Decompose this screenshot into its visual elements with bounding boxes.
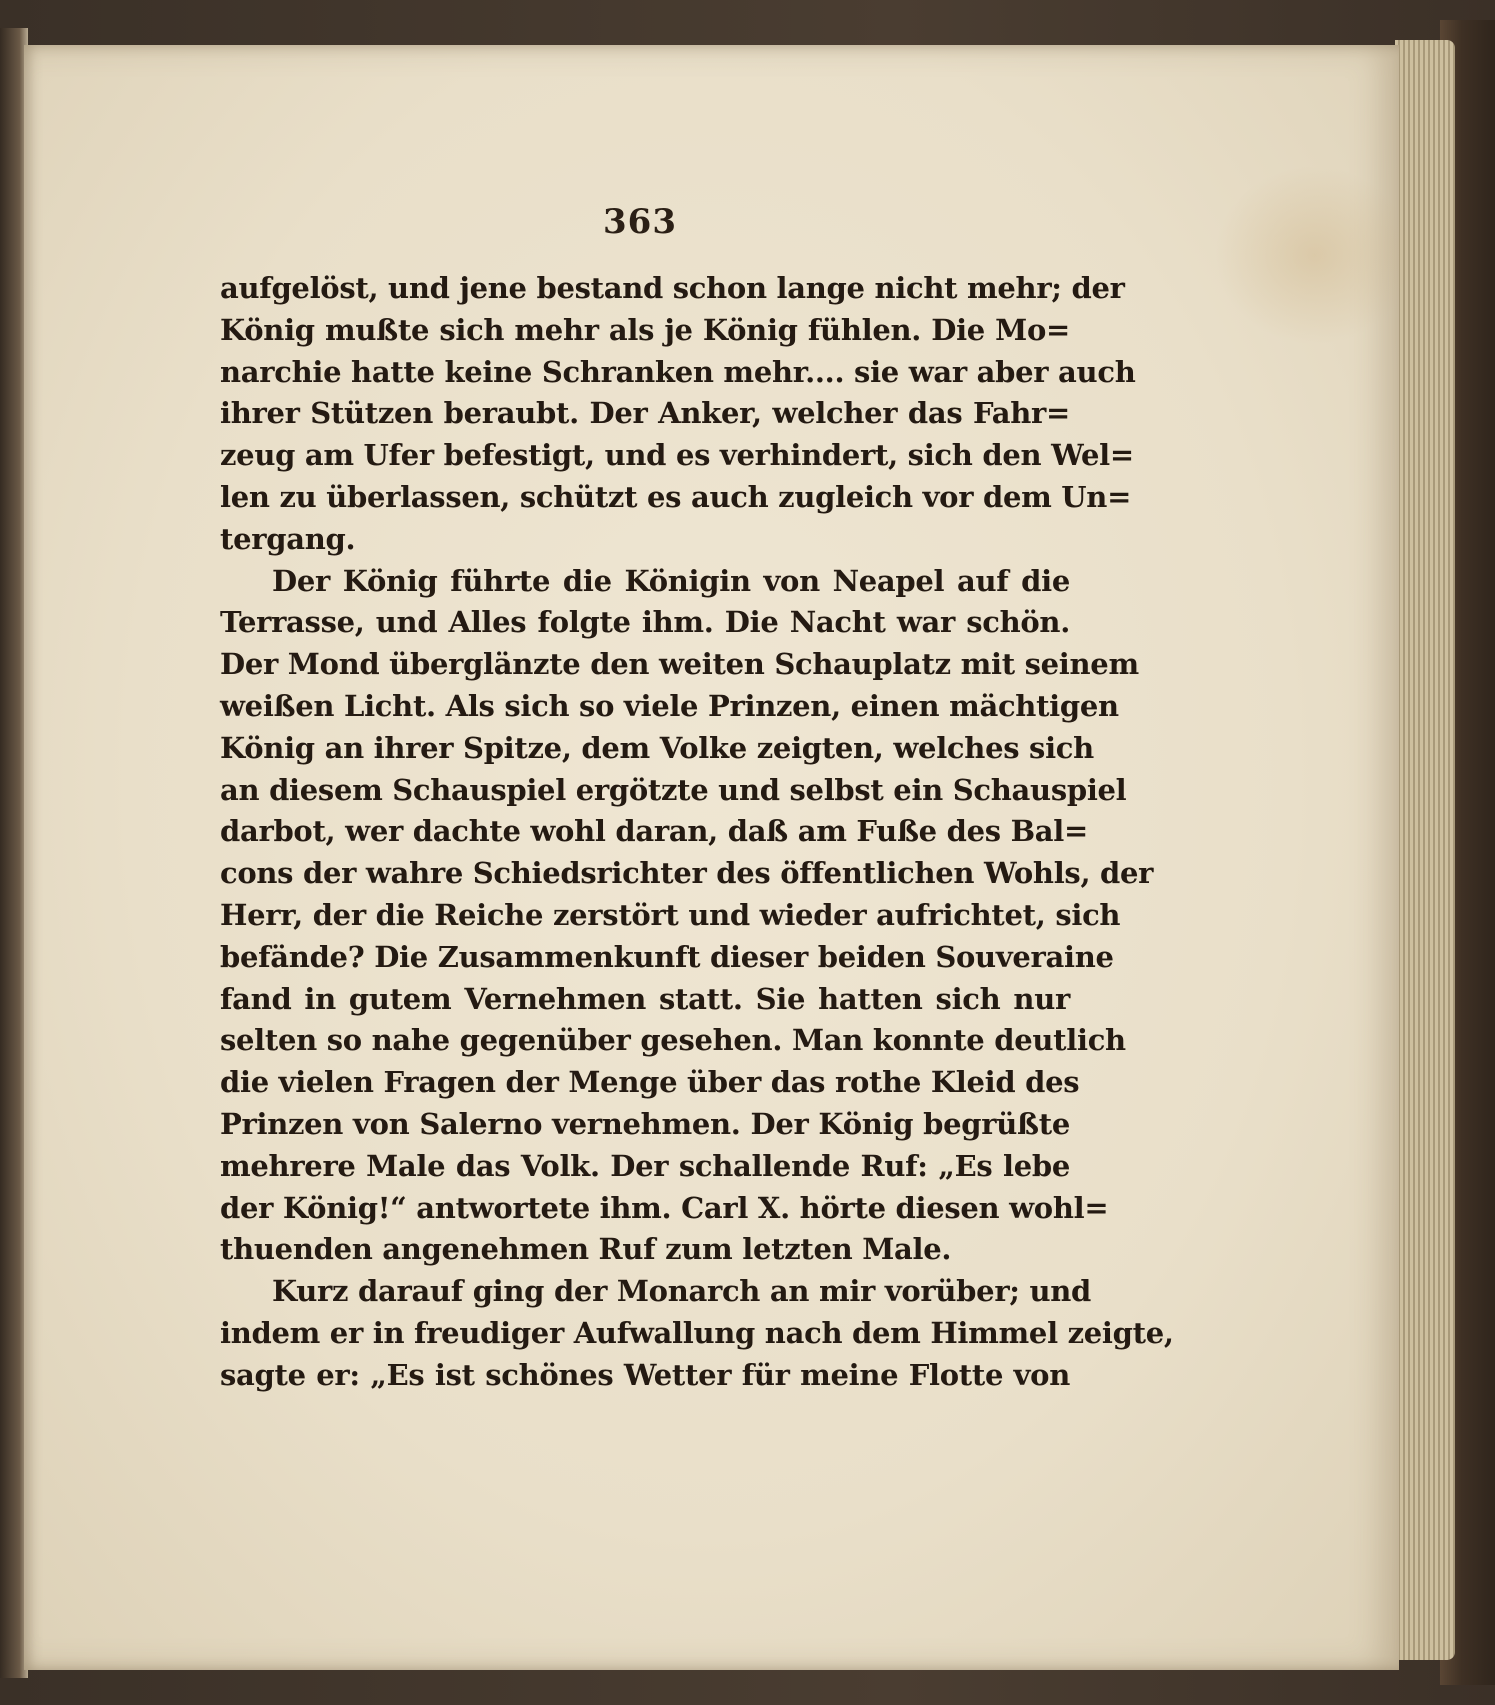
text-line: die vielen Fragen der Menge über das rothe Kleid des <box>220 1065 1080 1100</box>
text-line: narchie hatte keine Schranken mehr.... sie war aber auch <box>220 354 1136 389</box>
text-line: Der König führte die Königin von Neapel auf die <box>272 563 1070 598</box>
text-line: zeug am Ufer befestigt, und es verhindert, sich den Wel= <box>220 438 1134 473</box>
paragraph <box>220 561 1154 1272</box>
text-line: Prinzen von Salerno vernehmen. Der König begrüßte <box>220 1106 1070 1141</box>
text-line: darbot, wer dachte wohl daran, daß am Fuße des Bal= <box>220 814 1088 849</box>
text-line: an diesem Schauspiel ergötzte und selbst ein Schauspiel <box>220 772 1127 807</box>
text-line: fand in gutem Vernehmen statt. Sie hatten sich nur <box>220 981 1070 1016</box>
text-line: befände? Die Zusammenkunft dieser beiden Souveraine <box>220 939 1114 974</box>
text-line: mehrere Male das Volk. Der schallende Ruf: „Es lebe <box>220 1148 1070 1183</box>
text-line: Herr, der die Reiche zerstört und wieder aufrichtet, sich <box>220 897 1121 932</box>
text-line: sagte er: „Es ist schönes Wetter für meine Flotte von <box>220 1357 1070 1392</box>
text-line: König an ihrer Spitze, dem Volke zeigten, welches sich <box>220 730 1094 765</box>
text-body <box>220 268 1174 1397</box>
text-line: indem er in freudiger Aufwallung nach dem Himmel zeigte, <box>220 1315 1174 1350</box>
text-line: aufgelöst, und jene bestand schon lange nicht mehr; der <box>220 271 1125 305</box>
text-line: ihrer Stützen beraubt. Der Anker, welcher das Fahr= <box>220 396 1070 431</box>
text-line: weißen Licht. Als sich so viele Prinzen, einen mächtigen <box>220 688 1119 723</box>
text-line: Kurz darauf ging der Monarch an mir vorüber; und <box>272 1274 1092 1309</box>
text-line: selten so nahe gegenüber gesehen. Man konnte deutlich <box>220 1023 1126 1058</box>
page-number: 363 <box>603 202 677 242</box>
text-line: Terrasse, und Alles folgte ihm. Die Nacht war schön. <box>220 605 1070 640</box>
text-line: tergang. <box>220 521 356 556</box>
text-line: thuenden angenehmen Ruf zum letzten Male. <box>220 1232 952 1267</box>
text-line: der König!“ antwortete ihm. Carl X. hörte diesen wohl= <box>220 1190 1109 1225</box>
paper-stain <box>1214 165 1414 345</box>
paragraph <box>220 1271 1174 1396</box>
text-line: König mußte sich mehr als je König fühlen. Die Mo= <box>220 312 1070 347</box>
text-line: Der Mond überglänzte den weiten Schauplatz mit seinem <box>220 647 1139 682</box>
text-line: len zu überlassen, schützt es auch zugleich vor dem Un= <box>220 479 1132 514</box>
paragraph <box>220 268 1136 561</box>
text-line: cons der wahre Schiedsrichter des öffentlichen Wohls, der <box>220 856 1154 891</box>
